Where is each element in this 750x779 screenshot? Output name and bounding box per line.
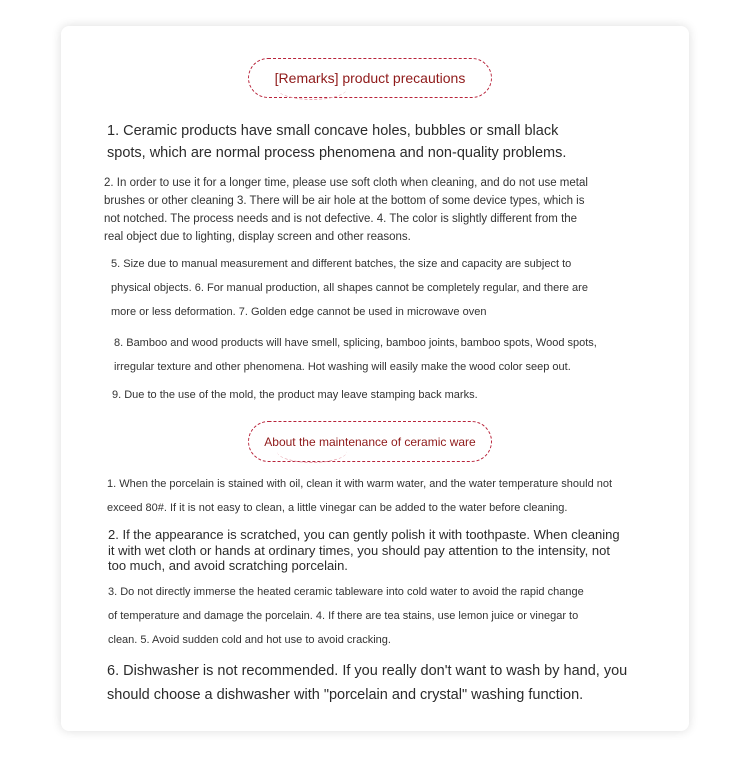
maintenance-title-badge (248, 421, 492, 462)
decorative-arc (277, 440, 347, 463)
decorative-arc (277, 77, 347, 100)
precaution-paragraph-3: 5. Size due to manual measurement and different batches, the size and capacity are subject to physical objects. 6. For manual production, all shapes cannot be completely regular, and there are more or less deformation. 7. Golden edge cannot be used in microwave oven (111, 258, 588, 318)
precaution-paragraph-2: 2. In order to use it for a longer time, please use soft cloth when cleaning, and do not use metal brushes or other cleaning 3. There will be air hole at the bottom of some device types, which is not notched. The process needs and is not defective. 4. The color is slightly different from the real object due to lighting, display screen and other reasons. (104, 177, 588, 243)
precaution-paragraph-1: 1. Ceramic products have small concave holes, bubbles or small black spots, which are normal process phenomena and non-quality problems. (107, 123, 567, 161)
maintenance-paragraph-2: 2. If the appearance is scratched, you can gently polish it with toothpaste. When cleaning it with wet cloth or hands at ordinary times, you should pay attention to the intensity, not too much, and avoid scratching porcelain. (108, 527, 620, 573)
maintenance-paragraph-3: 3. Do not directly immerse the heated ceramic tableware into cold water to avoid the rapid change of temperature and damage the porcelain. 4. If there are tea stains, use lemon juice or vinegar to clean. 5. Avoid sudden cold and hot use to avoid cracking. (108, 586, 584, 646)
precaution-paragraph-4: 8. Bamboo and wood products will have smell, splicing, bamboo joints, bamboo spots, Wood spots, irregular texture and other phenomena. Hot washing will easily make the wood color seep out. (114, 337, 597, 373)
precaution-paragraph-5: 9. Due to the use of the mold, the product may leave stamping back marks. (112, 389, 478, 401)
maintenance-paragraph-1: 1. When the porcelain is stained with oil, clean it with warm water, and the water temperature should not exceed 80#. If it is not easy to clean, a little vinegar can be added to the water before cleaning. (107, 478, 613, 514)
precautions-title-badge (248, 58, 492, 98)
maintenance-title: About the maintenance of ceramic ware (264, 435, 476, 449)
maintenance-paragraph-4: 6. Dishwasher is not recommended. If you really don't want to wash by hand, you should choose a dishwasher with "porcelain and crystal" washing function. (107, 663, 628, 703)
precautions-title: [Remarks] product precautions (274, 70, 466, 86)
